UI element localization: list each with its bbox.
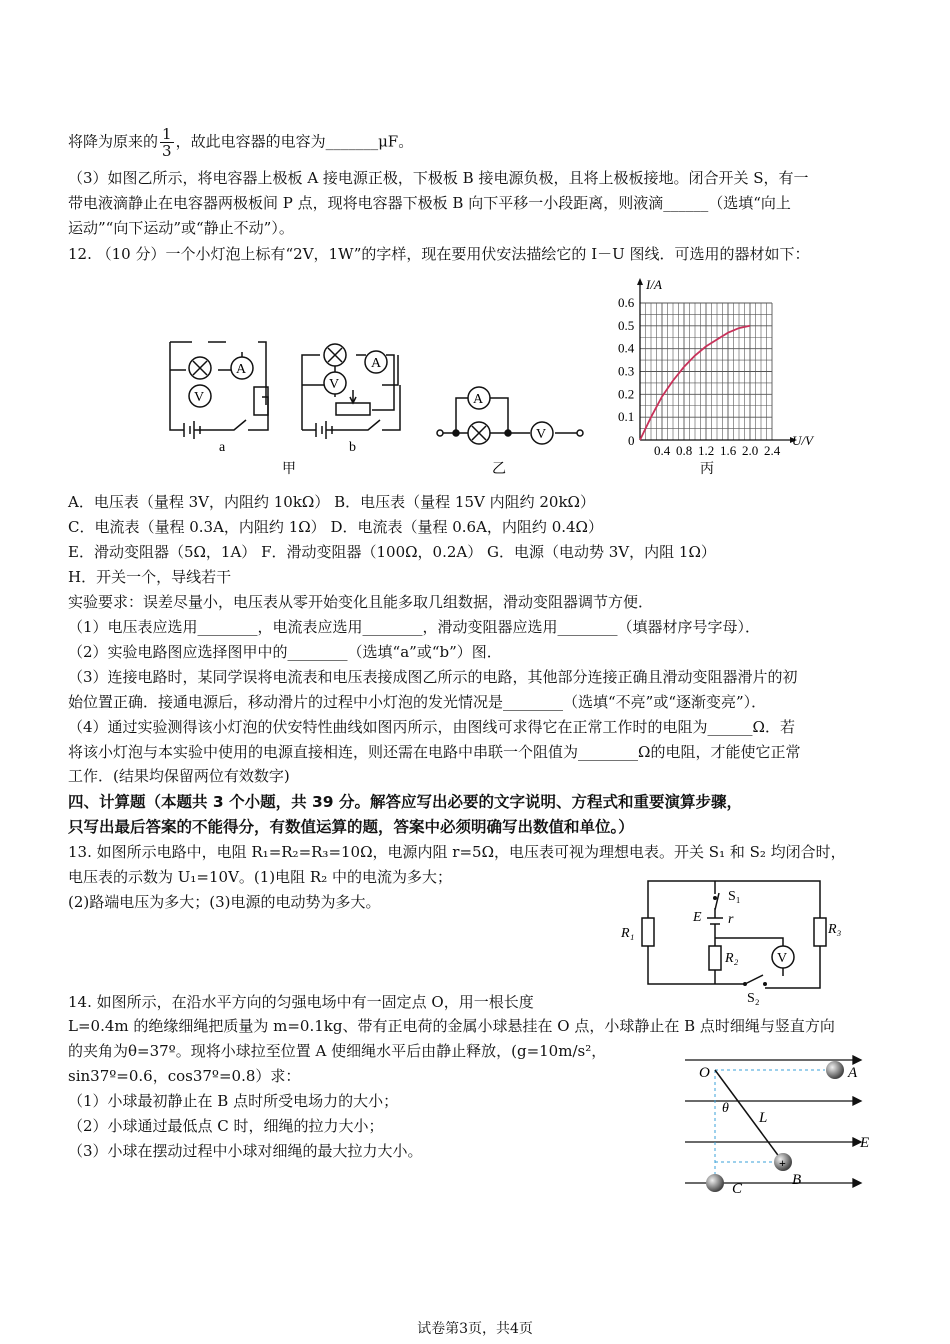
figure-yi-label: 乙 bbox=[492, 462, 506, 477]
r1-label: R₁ bbox=[621, 926, 635, 941]
section-4-heading-b: 只写出最后答案的不能得分，有数值运算的题，答案中必须明确写出数值和单位。） bbox=[68, 818, 634, 836]
charge-sign: + bbox=[779, 1156, 786, 1170]
question-12: 12. （10 分）一个小灯泡上标有“2V，1W”的字样，现在要用伏安法描绘它的 I－U 图线．可选用的器材如下： bbox=[68, 245, 810, 263]
subquestion-1: （1）电压表应选用________，电流表应选用________，滑动变阻器应选用________（填器材序号字母）． bbox=[68, 618, 761, 636]
r3-label: R₃ bbox=[828, 922, 842, 937]
question-13a: 13. 如图所示电路中，电阻 R₁=R₂=R₃=10Ω，电源内阻 r=5Ω，电压表可视为理想电表。开关 S₁ 和 S₂ 均闭合时， bbox=[68, 843, 846, 861]
line-q11-3a: （3）如图乙所示，将电容器上极板 A 接电源正极，下极板 B 接电源负极，且将上极板接地。闭合开关 S，有一 bbox=[68, 169, 809, 187]
switch-s2-label: S₂ bbox=[747, 991, 760, 1006]
question-13b: 电压表的示数为 U₁=10V。(1)电阻 R₂ 中的电流为多大； bbox=[68, 868, 453, 886]
x-tick-label: 1.2 bbox=[698, 443, 715, 458]
circuit-a-label: a bbox=[219, 440, 226, 455]
y-tick-label: 0.4 bbox=[618, 340, 635, 356]
figure-bing-label: 丙 bbox=[700, 462, 714, 477]
point-a-label: A bbox=[848, 1065, 858, 1081]
y-tick-label: 0.5 bbox=[618, 317, 635, 333]
figure-12 bbox=[150, 275, 813, 485]
meter-A-label: A bbox=[371, 356, 382, 371]
page-footer: 试卷第3页，共4页 bbox=[417, 1321, 533, 1337]
question-13c: (2)路端电压为多大；(3)电源的电动势为多大。 bbox=[68, 893, 381, 911]
point-b-label: B bbox=[792, 1172, 802, 1188]
x-axis-label: U/V bbox=[792, 433, 813, 448]
meter-A-label: A bbox=[236, 362, 247, 377]
question-14d: sin37º=0.6，cos37º=0.8）求： bbox=[68, 1067, 301, 1085]
text-segment: 将降为原来的 bbox=[68, 132, 159, 151]
subquestion-3a: （3）连接电路时，某同学误将电流表和电压表接成图乙所示的电路，其他部分连接正确且滑动变阻器滑片的初 bbox=[68, 668, 798, 686]
option-line-4: H．开关一个，导线若干 bbox=[68, 568, 232, 586]
x-tick-label: 1.6 bbox=[720, 443, 737, 458]
field-e-label: E bbox=[860, 1135, 870, 1151]
meter-V-label: V bbox=[329, 377, 340, 392]
figure-13 bbox=[615, 876, 860, 1006]
ball-a-icon bbox=[826, 1061, 844, 1079]
subquestion-4b: 将该小灯泡与本实验中使用的电源直接相连，则还需在电路中串联一个阻值为________Ω的电阻，才能使它正常 bbox=[68, 743, 801, 761]
x-tick-label: 2.0 bbox=[742, 443, 759, 458]
fraction bbox=[160, 126, 174, 159]
subquestion-2: （2）实验电路图应选择图甲中的________（选填“a”或“b”）图． bbox=[68, 643, 502, 661]
y-axis-arrow bbox=[637, 278, 643, 285]
meter-V-label: V bbox=[536, 427, 547, 442]
question-14a: 14. 如图所示，在沿水平方向的匀强电场中有一固定点 O，用一根长度 bbox=[68, 993, 534, 1011]
ball-c-icon bbox=[706, 1174, 724, 1192]
question-14-sub2: （2）小球通过最低点 C 时，细绳的拉力大小； bbox=[68, 1117, 384, 1135]
internal-resistance-label: r bbox=[728, 912, 734, 927]
fraction-numerator: 1 bbox=[162, 125, 172, 143]
point-o-label: O bbox=[699, 1065, 710, 1081]
y-tick-label: 0.1 bbox=[618, 409, 635, 425]
line-q11-3c: 运动”“向下运动”或“静止不动”）。 bbox=[68, 219, 294, 237]
y-tick-label: 0.2 bbox=[618, 386, 635, 402]
requirement-line: 实验要求：误差尽量小，电压表从零开始变化且能多取几组数据，滑动变阻器调节方便． bbox=[68, 593, 654, 611]
fraction-denominator: 3 bbox=[162, 142, 172, 160]
switch-s1-label: S₁ bbox=[728, 889, 741, 904]
r2-label: R₂ bbox=[725, 951, 739, 966]
emf-label: E bbox=[693, 910, 702, 925]
question-14b: L=0.4m 的绝缘细绳把质量为 m=0.1kg、带有正电荷的金属小球悬挂在 O 点，小球静止在 B 点时细绳与竖直方向 bbox=[68, 1017, 835, 1035]
length-l-label: L bbox=[759, 1110, 768, 1126]
y-axis-label: I/A bbox=[646, 277, 662, 292]
origin-label: 0 bbox=[628, 433, 635, 448]
voltmeter-label: V bbox=[777, 951, 788, 966]
line-capacitance bbox=[68, 126, 413, 159]
option-line-2: C．电流表（量程 0.3A，内阻约 1Ω） D．电流表（量程 0.6A，内阻约 0.4Ω） bbox=[68, 518, 603, 536]
circuit-b-label: b bbox=[349, 440, 356, 455]
subquestion-4c: 工作．(结果均保留两位有效数字) bbox=[68, 767, 290, 785]
point-c-label: C bbox=[732, 1181, 743, 1197]
meter-A-label: A bbox=[473, 392, 484, 407]
section-4-heading-a: 四、计算题（本题共 3 个小题，共 39 分。解答应写出必要的文字说明、方程式和重要演算步骤， bbox=[68, 793, 742, 811]
question-14c: 的夹角为θ=37º。现将小球拉至位置 A 使细绳水平后由静止释放，(g=10m/s²， bbox=[68, 1042, 607, 1060]
subquestion-3b: 始位置正确．接通电源后，移动滑片的过程中小灯泡的发光情况是________（选填“不亮”或“逐渐变亮”）． bbox=[68, 693, 767, 711]
figure-14 bbox=[675, 1050, 890, 1210]
text-segment: ，故此电容器的电容为_______μF。 bbox=[175, 132, 414, 151]
x-tick-label: 2.4 bbox=[764, 443, 781, 458]
meter-V-label: V bbox=[194, 390, 205, 405]
subquestion-4a: （4）通过实验测得该小灯泡的伏安特性曲线如图丙所示，由图线可求得它在正常工作时的电阻为______Ω．若 bbox=[68, 718, 795, 736]
option-line-3: E．滑动变阻器（5Ω，1A） F．滑动变阻器（100Ω，0.2A） G．电源（电动势 3V，内阻 1Ω） bbox=[68, 543, 716, 561]
y-tick-label: 0.6 bbox=[618, 295, 635, 310]
question-14-sub1: （1）小球最初静止在 B 点时所受电场力的大小； bbox=[68, 1092, 399, 1110]
x-tick-label: 0.8 bbox=[676, 443, 693, 458]
iu-chart bbox=[618, 277, 815, 458]
figure-jia-label: 甲 bbox=[282, 462, 296, 477]
y-tick-label: 0.3 bbox=[618, 363, 635, 379]
angle-theta-label: θ bbox=[722, 1101, 729, 1116]
option-line-1: A．电压表（量程 3V，内阻约 10kΩ） B．电压表（量程 15V 内阻约 20kΩ） bbox=[68, 493, 595, 511]
line-q11-3b: 带电液滴静止在电容器两极板间 P 点，现将电容器下极板 B 向下平移一小段距离，则液滴______（选填“向上 bbox=[68, 194, 791, 212]
question-14-sub3: （3）小球在摆动过程中小球对细绳的最大拉力大小。 bbox=[68, 1142, 423, 1160]
x-tick-label: 0.4 bbox=[654, 443, 671, 458]
